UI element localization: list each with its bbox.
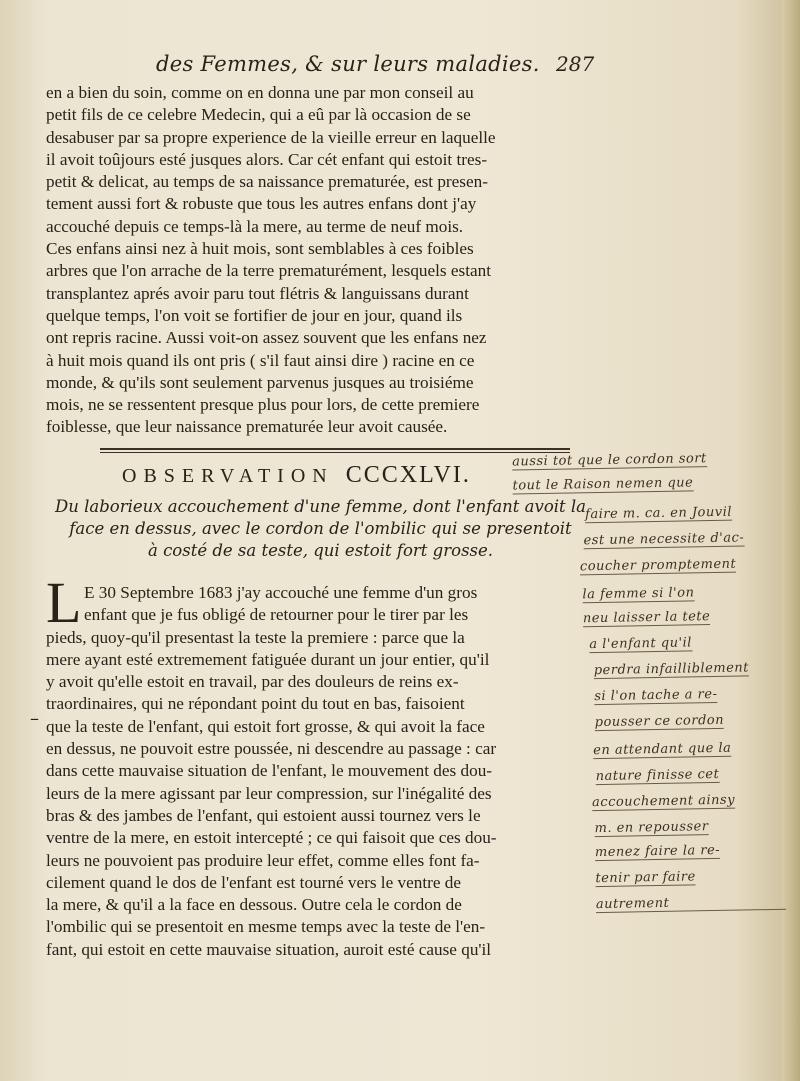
book-spine: [782, 0, 800, 1081]
margin-note: autrement: [596, 894, 786, 913]
text-line: fant, qui estoit en cette mauvaise situation, auroit esté cause qu'il: [46, 939, 492, 959]
text-line: la mere, & qu'il a la face en dessous. Outre cela le cordon de: [46, 895, 462, 915]
margin-note: faire m. ca. en Jouvil: [584, 504, 733, 523]
margin-note: est une necessite d'ac-: [583, 530, 745, 549]
text-line: petit & delicat, au temps de sa naissance prematurée, est presen-: [46, 172, 488, 192]
observation-heading: [122, 462, 471, 489]
text-line: ventre de la mere, en estoit intercepté ; ce qui faisoit que ces dou-: [46, 828, 497, 848]
drop-cap: L: [46, 570, 82, 635]
text-line: ont repris racine. Aussi voit-on assez souvent que les enfans nez: [46, 328, 487, 348]
text-line: mois, ne se ressentent presque plus pour lors, de cette premiere: [46, 395, 480, 415]
text-line: transplantez aprés avoir paru tout flétris & languissans durant: [46, 283, 469, 303]
running-title: des Femmes, & sur leurs maladies.: [156, 52, 540, 76]
margin-note: la femme si l'on: [582, 585, 695, 603]
margin-note: tenir par faire: [595, 869, 696, 887]
margin-note: accouchement ainsy: [591, 792, 736, 811]
text-line: bras & des jambes de l'enfant, qui estoient aussi tournez vers le: [46, 805, 481, 825]
margin-note: coucher promptement: [579, 556, 737, 575]
text-line: leurs ne pouvoient pas produire leur effet, comme elles font fa-: [46, 850, 480, 870]
text-line: l'ombilic qui se presentoit en mesme temps avec la teste de l'en-: [46, 917, 486, 937]
observation-label: OBSERVATION: [122, 465, 334, 487]
summary-line: Du laborieux accouchement d'une femme, dont l'enfant avoit la: [54, 497, 587, 516]
margin-note: perdra infailliblement: [593, 660, 750, 679]
text-line: arbres que l'on arrache de la terre prematurément, lesquels estant: [46, 261, 491, 281]
text-line: leurs de la mere agissant par leur compression, sur l'inégalité des: [46, 783, 492, 803]
summary-line: face en dessus, avec le cordon de l'ombilic qui se presentoit: [69, 519, 572, 538]
margin-note: pousser ce cordon: [594, 712, 725, 731]
text-line: E 30 Septembre 1683 j'ay accouché une femme d'un gros: [84, 583, 478, 602]
text-line: il avoit toûjours esté jusques alors. Car cét enfant qui estoit tres-: [46, 149, 488, 169]
text-line: petit fils de ce celebre Medecin, qui a eû par là occasion de se: [46, 105, 471, 125]
text-line: Ces enfans ainsi nez à huit mois, sont semblables à ces foibles: [46, 239, 474, 259]
text-line: en a bien du soin, comme on en donna une par mon conseil au: [46, 83, 474, 102]
text-line: que la teste de l'enfant, qui estoit fort grosse, & qui avoit la face: [46, 716, 485, 736]
paragraph-one: [46, 82, 586, 439]
margin-dash-mark: –: [30, 708, 39, 729]
observation-number: CCCXLVI.: [345, 462, 471, 488]
summary-line: à costé de sa teste, qui estoit fort grosse.: [147, 541, 494, 560]
text-line: dans cette mauvaise situation de l'enfant, le mouvement des dou-: [46, 761, 493, 781]
text-line: en dessus, ne pouvoit estre poussée, ni descendre au passage : car: [46, 739, 497, 759]
text-line: tement aussi fort & robuste que tous les autres enfans dont j'ay: [46, 194, 477, 214]
text-line: à huit mois quand ils ont pris ( s'il faut ainsi dire ) racine en ce: [46, 350, 475, 370]
text-line: desabuser par sa propre experience de la vieille erreur en laquelle: [46, 127, 496, 147]
margin-note: neu laisser la tete: [582, 609, 711, 627]
page-number: 287: [556, 52, 595, 76]
text-line: pieds, quoy-qu'il presentast la teste la premiere : parce que la: [46, 627, 465, 647]
margin-note: nature finisse cet: [595, 766, 720, 785]
text-line: monde, & qu'ils sont seulement parvenus jusques au troisiéme: [46, 372, 474, 392]
paragraph-two: [46, 582, 581, 961]
observation-summary: [48, 496, 593, 562]
margin-note: aussi tot que le cordon sort: [512, 451, 707, 470]
margin-note: tout le Raison nemen que: [512, 475, 694, 494]
margin-note: a l'enfant qu'il: [589, 635, 693, 653]
margin-note: en attendant que la: [593, 740, 732, 759]
text-line: mere ayant esté extremement fatiguée durant un jour entier, qu'il: [46, 649, 490, 669]
text-line: accouché depuis ce temps-là la mere, au terme de neuf mois.: [46, 216, 464, 236]
margin-note: m. en repousser: [594, 819, 709, 837]
section-divider: [100, 448, 570, 453]
text-line: foiblesse, que leur naissance prematurée leur avoit causée.: [46, 417, 448, 437]
text-line: traordinaires, qui ne répondant point du tout en bas, faisoient: [46, 694, 465, 714]
text-line: cilement quand le dos de l'enfant est tourné vers le ventre de: [46, 872, 461, 892]
text-line: quelque temps, l'on voit se fortifier de jour en jour, quand ils: [46, 305, 463, 325]
margin-note: menez faire la re-: [594, 842, 721, 861]
margin-note: si l'on tache a re-: [594, 686, 718, 705]
text-line: y avoit qu'elle estoit en travail, par des douleurs de reins ex-: [46, 672, 459, 692]
text-line: enfant que je fus obligé de retourner pour le tirer par les: [84, 605, 469, 625]
